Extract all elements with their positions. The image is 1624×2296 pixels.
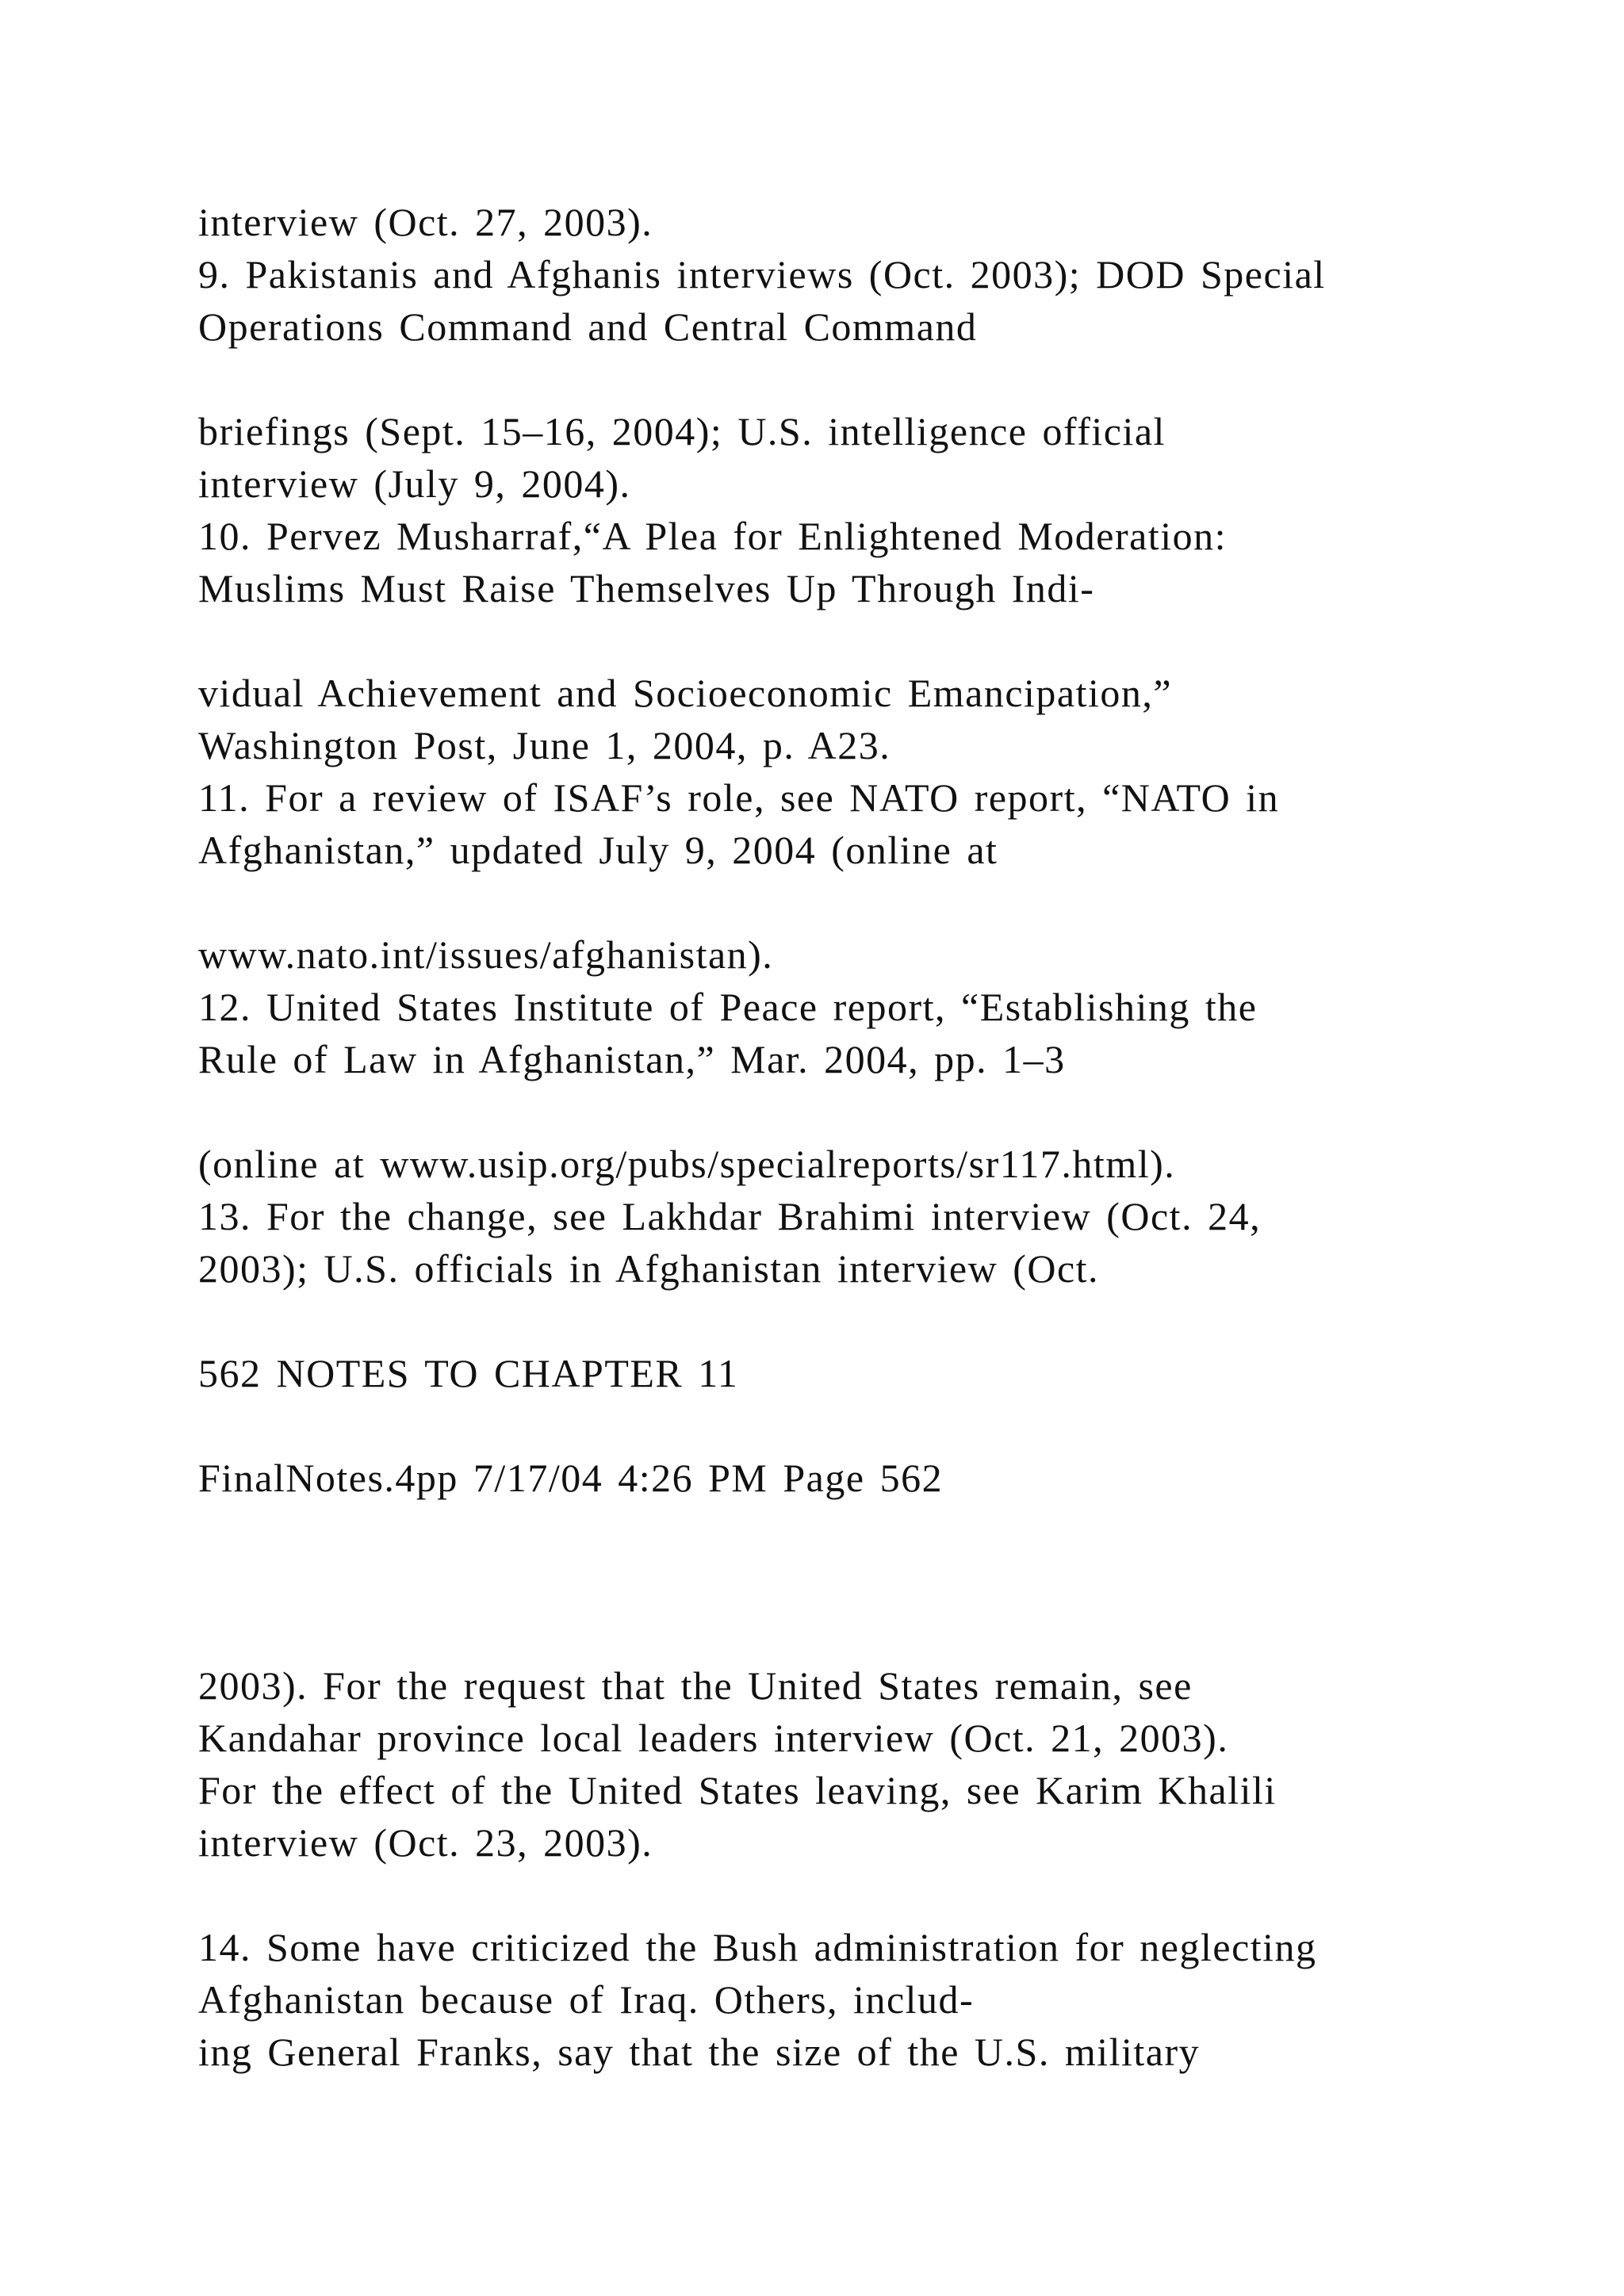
text-line: Afghanistan,” updated July 9, 2004 (online at	[198, 828, 998, 872]
text-line: Washington Post, June 1, 2004, p. A23.	[198, 723, 891, 767]
text-line: 14. Some have criticized the Bush administration for neglecting	[198, 1925, 1317, 1969]
text-line: Rule of Law in Afghanistan,” Mar. 2004, pp. 1–3	[198, 1037, 1066, 1081]
text-line: For the effect of the United States leaving, see Karim Khalili	[198, 1768, 1277, 1812]
text-line: 2003). For the request that the United States remain, see	[198, 1663, 1193, 1708]
text-line: 11. For a review of ISAF’s role, see NATO report, “NATO in	[198, 775, 1280, 820]
text-line: interview (July 9, 2004).	[198, 461, 631, 506]
text-line: briefings (Sept. 15–16, 2004); U.S. intelligence official	[198, 409, 1166, 453]
text-line: interview (Oct. 23, 2003).	[198, 1820, 653, 1865]
text-line: 10. Pervez Musharraf,“A Plea for Enlightened Moderation:	[198, 514, 1227, 558]
text-line: (online at www.usip.org/pubs/specialreports/sr117.html).	[198, 1142, 1176, 1186]
text-line: Muslims Must Raise Themselves Up Through Indi-	[198, 566, 1095, 610]
text-line: www.nato.int/issues/afghanistan).	[198, 932, 774, 977]
running-footer: 562 NOTES TO CHAPTER 11	[198, 1351, 739, 1395]
text-line: interview (Oct. 27, 2003).	[198, 200, 653, 244]
text-line: 9. Pakistanis and Afghanis interviews (Oct. 2003); DOD Special	[198, 252, 1326, 297]
text-line: Operations Command and Central Command	[198, 304, 978, 349]
text-line: Kandahar province local leaders interview (Oct. 21, 2003).	[198, 1716, 1229, 1760]
slug-line: FinalNotes.4pp 7/17/04 4:26 PM Page 562	[198, 1456, 944, 1500]
text-line: 13. For the change, see Lakhdar Brahimi interview (Oct. 24,	[198, 1194, 1262, 1238]
text-line: ing General Franks, say that the size of the U.S. military	[198, 2030, 1201, 2074]
text-line: Afghanistan because of Iraq. Others, includ-	[198, 1977, 975, 2022]
text-line: 12. United States Institute of Peace report, “Establishing the	[198, 985, 1258, 1029]
text-line: 2003); U.S. officials in Afghanistan interview (Oct.	[198, 1246, 1100, 1291]
text-line: vidual Achievement and Socioeconomic Emancipation,”	[198, 671, 1173, 715]
